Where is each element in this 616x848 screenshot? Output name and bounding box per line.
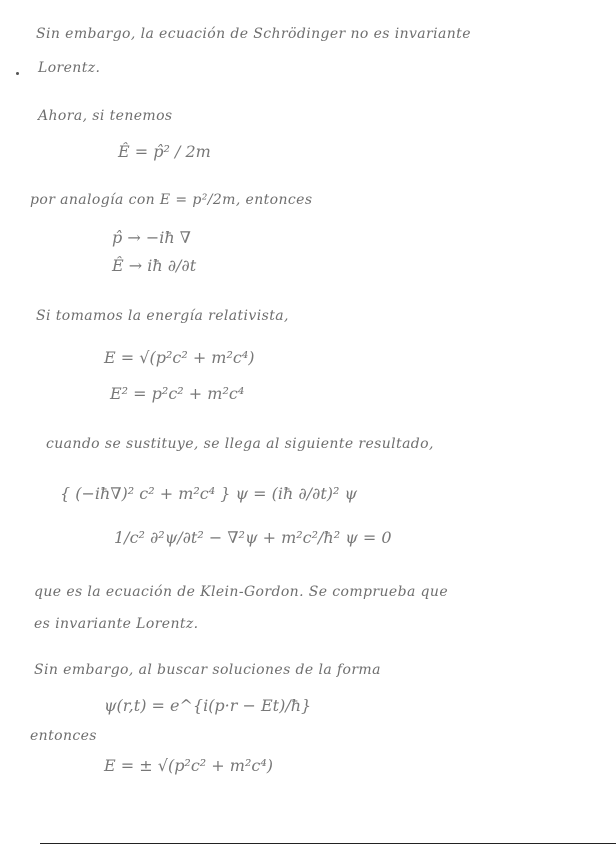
text-line-1: Sin embargo, la ecuación de Schrödinger no es invariante xyxy=(36,26,471,42)
text-line-9: Sin embargo, al buscar soluciones de la forma xyxy=(34,662,381,678)
equation-substitution: { (−iħ∇)² c² + m²c⁴ } ψ = (iħ ∂/∂t)² ψ xyxy=(60,484,358,503)
margin-dot xyxy=(16,72,19,75)
text-line-2: Lorentz. xyxy=(38,60,101,76)
equation-energy-solutions: E = ± √(p²c² + m²c⁴) xyxy=(104,756,273,775)
text-line-7: que es la ecuación de Klein-Gordon. Se comprueba que xyxy=(34,584,449,600)
equation-energy-squared: E² = p²c² + m²c⁴ xyxy=(110,384,245,403)
text-line-6: cuando se sustituye, se llega al siguiente resultado, xyxy=(46,436,434,452)
text-line-3: Ahora, si tenemos xyxy=(38,108,173,124)
text-line-10: entonces xyxy=(30,728,97,744)
equation-klein-gordon: 1/c² ∂²ψ/∂t² − ∇²ψ + m²c²/ħ² ψ = 0 xyxy=(114,528,392,547)
equation-relativistic-energy: E = √(p²c² + m²c⁴) xyxy=(104,348,255,367)
equation-momentum-operator: p̂ → −iħ ∇ xyxy=(112,228,191,247)
page-bottom-rule xyxy=(40,843,616,844)
text-line-5: Si tomamos la energía relativista, xyxy=(36,308,289,324)
text-line-4: por analogía con E = p²/2m, entonces xyxy=(30,192,313,208)
equation-energy-operator: Ê = p̂² / 2m xyxy=(118,142,211,161)
text-line-8: es invariante Lorentz. xyxy=(34,616,199,632)
equation-energy-time-operator: Ê → iħ ∂/∂t xyxy=(112,256,197,275)
equation-plane-wave: ψ(r,t) = e^{i(p·r − Et)/ħ} xyxy=(104,696,312,715)
